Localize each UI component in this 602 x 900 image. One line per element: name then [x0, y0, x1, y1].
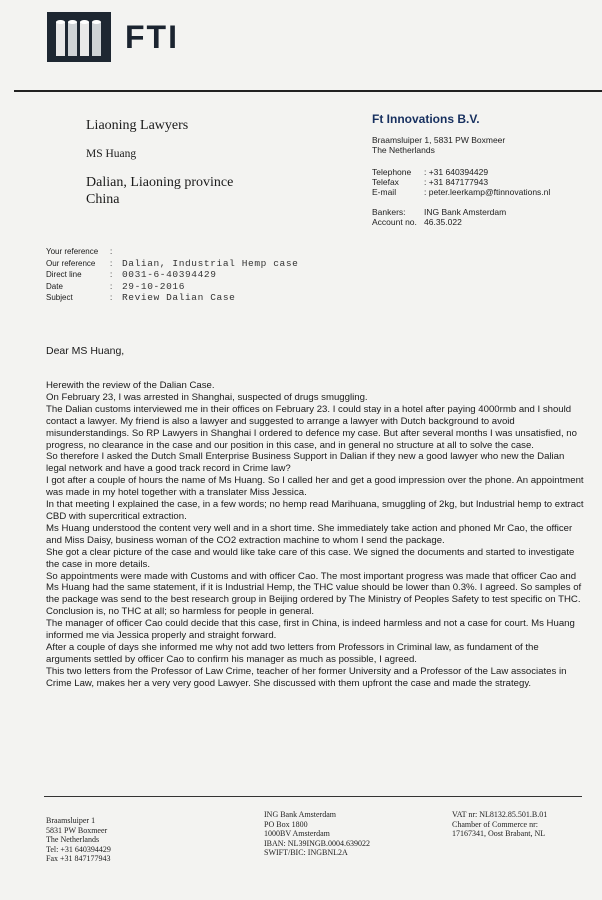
bank-label: Account no. — [372, 217, 417, 227]
recipient-name: Liaoning Lawyers — [86, 118, 189, 133]
footer-address — [46, 816, 111, 864]
recipient-country: China — [86, 192, 120, 207]
contact-label: Telephone — [372, 167, 412, 177]
contact-value: : +31 847177943 — [424, 177, 489, 187]
ref-row-date: Date : 29-10-2016 — [46, 280, 186, 292]
footer-line: PO Box 1800 — [264, 819, 308, 829]
recipient-city: Dalian, Liaoning province — [86, 175, 234, 190]
footer-bank — [264, 810, 370, 858]
letter-body — [46, 380, 586, 690]
recipient-person: MS Huang — [86, 148, 137, 160]
ref-row-direct-line: Direct line : 0031-6-40394429 — [46, 269, 217, 281]
footer-line: The Netherlands — [46, 835, 100, 845]
contact-value: : +31 640394429 — [424, 167, 489, 177]
ref-row-your-reference: Your reference : — [46, 247, 113, 257]
contact-label: E-mail — [372, 187, 397, 197]
ref-label: Date — [46, 281, 63, 291]
contact-row-email — [372, 187, 550, 197]
footer-line: Braamsluiper 1 — [46, 816, 96, 825]
bank-value: ING Bank Amsterdam — [424, 207, 507, 217]
body-paragraph: The Dalian customs interviewed me in their offices on February 23. I could stay in a hotel after paying 4000rmb and I should contact a lawyer. My friend is also a lawyer and suggested to arrange a lawyer with Dutch background to avoid misunderstandings. So RP Lawyers in Shanghai I ordered to defence my case. But after several months I was unsatisfied, no progress, no clearance in the case and our position in this case, and in general no structure at all to solve the case. — [46, 403, 577, 451]
footer-line: 5831 PW Boxmeer — [46, 825, 108, 835]
ref-value: Dalian, Industrial Hemp case — [122, 257, 299, 269]
firm-address-line: Braamsluiper 1, 5831 PW Boxmeer — [372, 135, 506, 145]
ref-value: Review Dalian Case — [122, 292, 236, 304]
footer-line: SWIFT/BIC: INGBNL2A — [264, 848, 348, 858]
ref-label: Your reference — [46, 247, 99, 257]
footer-registration — [452, 810, 547, 839]
bank-row-bankers — [372, 207, 506, 217]
body-paragraph: I got after a couple of hours the name of Ms Huang. So I called her and get a good impression over the phone. An appointment was made in my hotel together with a translater Miss Jessica. — [46, 475, 584, 499]
ref-label: Subject — [46, 293, 73, 303]
header-divider — [14, 90, 602, 92]
ref-label: Our reference — [46, 258, 96, 268]
ref-row-our-reference: Our reference : Dalian, Industrial Hemp case — [46, 257, 299, 269]
body-paragraph: After a couple of days she informed me why not add two letters from Professors in Criminal law, as fundament of the arguments settled by officer Cao to confirm his manager as much as possible, I agreed. — [46, 641, 539, 665]
recipient-address — [86, 174, 233, 208]
footer-line: VAT nr: NL8132.85.501.B.01 — [452, 810, 548, 819]
body-paragraph: Herewith the review of the Dalian Case. — [46, 380, 215, 391]
ref-row-subject: Subject : Review Dalian Case — [46, 292, 236, 304]
contact-value: : peter.leerkamp@ftinnovations.nl — [424, 187, 551, 197]
contact-row-telephone — [372, 167, 550, 177]
salutation: Dear MS Huang, — [46, 345, 125, 357]
firm-country: The Netherlands — [372, 145, 435, 155]
firm-name: Ft Innovations B.V. — [372, 112, 480, 126]
footer-line: IBAN: NL39INGB.0004.639022 — [264, 838, 370, 848]
ref-label: Direct line — [46, 270, 82, 280]
ref-value: 29-10-2016 — [122, 280, 186, 292]
body-paragraph: In that meeting I explained the case, in a few words; no hemp read Marihuana, smuggling of 2kg, but Industrial hemp to extract CBD with supercritical extraction. — [46, 499, 584, 522]
body-paragraph: Ms Huang understood the content very well and in a short time. She immediately take action and phoned Mr Cao, the officer and Miss Daisy, business woman of the CO2 extraction machine to whom I send the package. — [46, 522, 573, 546]
body-paragraph: So therefore I asked the Dutch Small Enterprise Business Support in Dalian if they new a good lawyer who new the Dalian legal network and have a good track record in Crime law? — [46, 451, 565, 475]
bank-row-account — [372, 217, 506, 227]
firm-address — [372, 135, 505, 155]
body-paragraph: She got a clear picture of the case and would like take care of this case. We signed the documents and started to investigate the case in more details. — [46, 546, 575, 570]
logo-pillars-icon — [47, 12, 111, 62]
reference-block — [46, 246, 298, 304]
footer-line: Chamber of Commerce nr: — [452, 819, 538, 829]
body-paragraph: This two letters from the Professor of Law Crime, teacher of her former University and a Professor of the Law associates in Crime Law, makes her a very very good Lawyer. She discussed with them upfront the case and made the strategy. — [46, 665, 567, 689]
footer-line: Tel: +31 640394429 — [46, 844, 111, 854]
footer-line: ING Bank Amsterdam — [264, 810, 336, 819]
footer-line: 17167341, Oost Brabant, NL — [452, 829, 546, 839]
firm-contacts — [372, 167, 550, 197]
bank-value: 46.35.022 — [424, 217, 462, 227]
contact-row-telefax — [372, 177, 550, 187]
body-paragraph: So appointments were made with Customs and with officer Cao. The most important progress was made that officer Cao and Ms Huang had the same statement, if it is Industrial Hemp, the THC value should be lower than 0.3%. I agreed. So samples of the package was send to the best research group in Beijing ordered by The Ministry of Peoples Safety to test specific on THC. Conclusion is, no THC at all; so harmless for people in general. — [46, 570, 582, 618]
body-paragraph: On February 23, I was arrested in Shanghai, suspected of drugs smuggling. — [46, 391, 368, 403]
footer-line: 1000BV Amsterdam — [264, 829, 330, 839]
firm-bank — [372, 207, 506, 227]
logo-text: FTI — [125, 19, 179, 55]
bank-label: Bankers: — [372, 207, 406, 217]
contact-label: Telefax — [372, 177, 399, 187]
body-paragraph: The manager of officer Cao could decide that this case, first in China, is indeed harmless and not a case for court. Ms Huang informed me via Jessica properly and straight forward. — [46, 618, 575, 642]
ref-value: 0031-6-40394429 — [122, 269, 217, 281]
footer-divider — [44, 796, 582, 797]
footer-line: Fax +31 847177943 — [46, 854, 111, 864]
company-logo — [47, 12, 189, 62]
